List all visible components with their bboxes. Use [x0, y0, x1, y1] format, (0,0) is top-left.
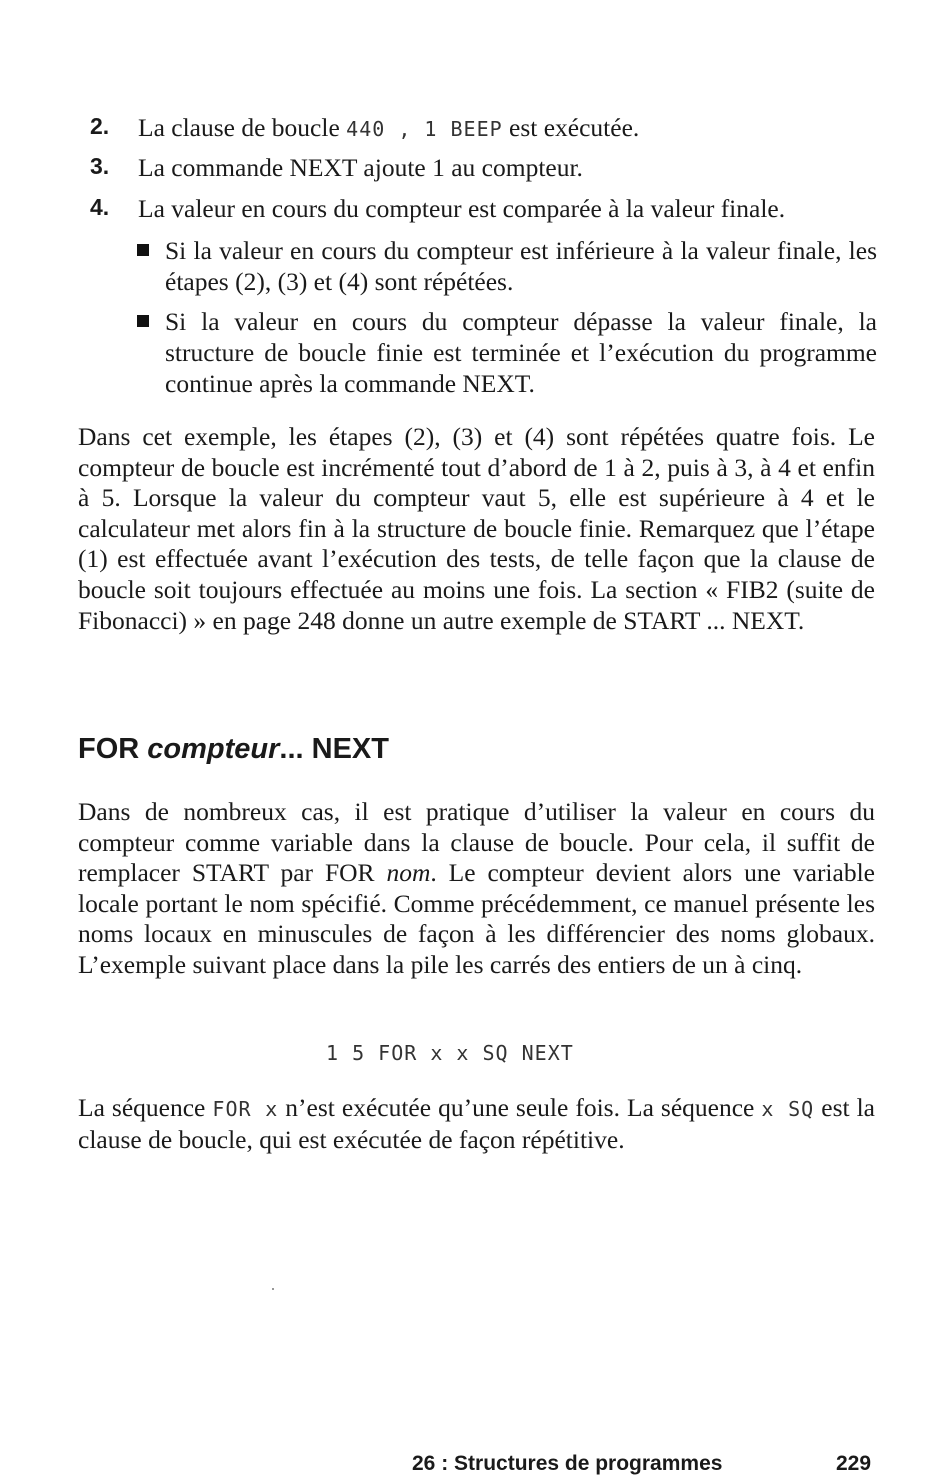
footer-chapter: 26 : Structures de programmes	[412, 1452, 723, 1475]
code-inline: FOR x	[212, 1097, 279, 1121]
code-inline: x SQ	[761, 1097, 815, 1121]
bullet-square-icon	[137, 244, 149, 256]
bullet-text: Si la valeur en cours du compteur dépasse la valeur finale, la structure de boucle finie est terminée et l’exécution du programme continue après la commande NEXT.	[165, 307, 877, 398]
step-text: La valeur en cours du compteur est comparée à la valeur finale.	[138, 194, 786, 223]
step-text: est exécutée.	[502, 113, 640, 142]
paragraph-example: Dans cet exemple, les étapes (2), (3) et (4) sont répétées quatre fois. Le compteur de boucle est incrémenté tout d’abord de 1 à 2, puis à 3, à 4 et enfin à 5. Lorsque la valeur du compteur vaut 5, elle est supérieure à 4 et le calculateur met alors fin à la structure de boucle finie. Remarquez que l’étape (1) est effectuée avant l’exécution des tests, de telle façon que la clause de boucle soit toujours effectuée au moins une fois. La section « FIB2 (suite de Fibonacci) » en page 248 donne un autre exemple de START ... NEXT.	[78, 422, 875, 635]
step-text: La clause de boucle	[138, 113, 347, 142]
paragraph-sequence: La séquence FOR x n’est exécutée qu’une seule fois. La séquence x SQ est la clause de boucle, qui est exécutée de façon répétitive.	[78, 1093, 875, 1154]
paragraph-for-description: Dans de nombreux cas, il est pratique d’utiliser la valeur en cours du compteur comme variable dans la clause de boucle. Pour cela, il suffit de remplacer START par FOR nom. Le compteur devient alors une variable locale portant le nom spécifié. Comme précédemment, ce manuel présente les noms locaux en minuscules de façon à les différencier des noms globaux. L’exemple suivant place dans la pile les carrés des entiers de un à cinq.	[78, 797, 875, 979]
step-text: La commande NEXT ajoute 1 au compteur.	[138, 153, 583, 182]
page-number: 229	[836, 1452, 872, 1475]
step-number: 2.	[90, 113, 110, 139]
bullet-item	[137, 235, 877, 297]
code-example: 1 5 FOR x x SQ NEXT	[326, 1041, 574, 1065]
bullet-square-icon	[137, 315, 149, 327]
bullet-item	[137, 306, 877, 399]
step-number: 3.	[90, 153, 110, 179]
code-inline: 440 , 1 BEEP	[346, 117, 503, 141]
bullet-text: Si la valeur en cours du compteur est inférieure à la valeur finale, les étapes (2), (3) et (4) sont répétées.	[165, 236, 877, 296]
section-heading: FOR compteur... NEXT	[78, 733, 389, 765]
step-number: 4.	[90, 194, 110, 220]
print-speck	[272, 1288, 274, 1290]
